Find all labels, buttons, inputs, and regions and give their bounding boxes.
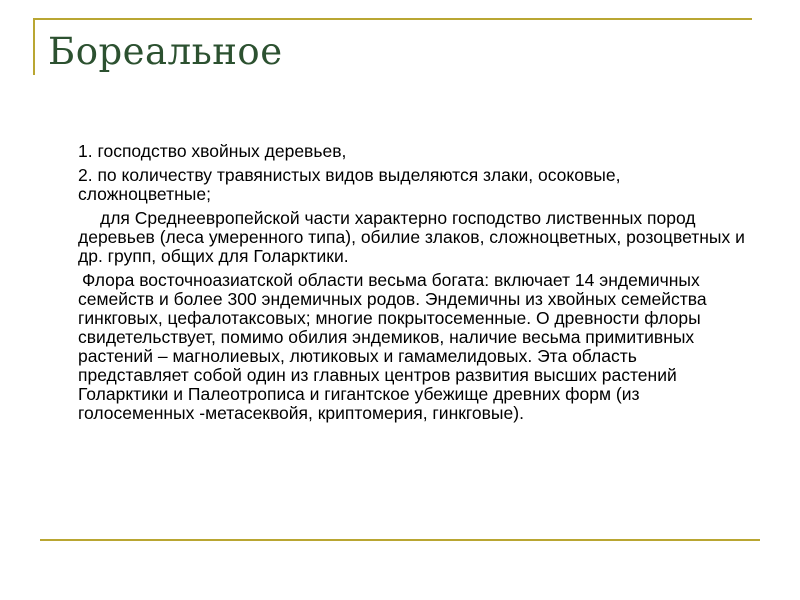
- slide-title: Бореальное: [48, 30, 283, 73]
- paragraph-3: для Среднеевропейской части характерно господство лиственных пород деревьев (леса умеренного типа), обилие злаков, сложноцветных, розоцветных и др. групп, общих для Голарктики.: [78, 208, 745, 266]
- top-divider: [34, 18, 752, 20]
- bottom-divider: [40, 539, 760, 541]
- slide-body: [78, 142, 746, 428]
- paragraph-1: 1. господство хвойных деревьев,: [78, 141, 347, 161]
- left-divider: [33, 18, 35, 75]
- paragraph-4: Флора восточноазиатской области весьма богата: включает 14 эндемичных семейств и более 300 эндемичных родов. Эндемичны из хвойных семейства гинкговых, цефалотаксовых; многие покрытосеменные. О древности флоры свидетельствует, помимо обилия эндемиков, наличие весьма примитивных растений – магнолиевых, лютиковых и гамамелидовых. Эта область представляет собой один из главных центров развития высших растений Голарктики и Палеотрописа и гигантское убежище древних форм (из голосеменных -метасеквойя, криптомерия, гинкговые).: [78, 270, 707, 423]
- paragraph-2: 2. по количеству травянистых видов выделяются злаки, осоковые, сложноцветные;: [78, 165, 621, 204]
